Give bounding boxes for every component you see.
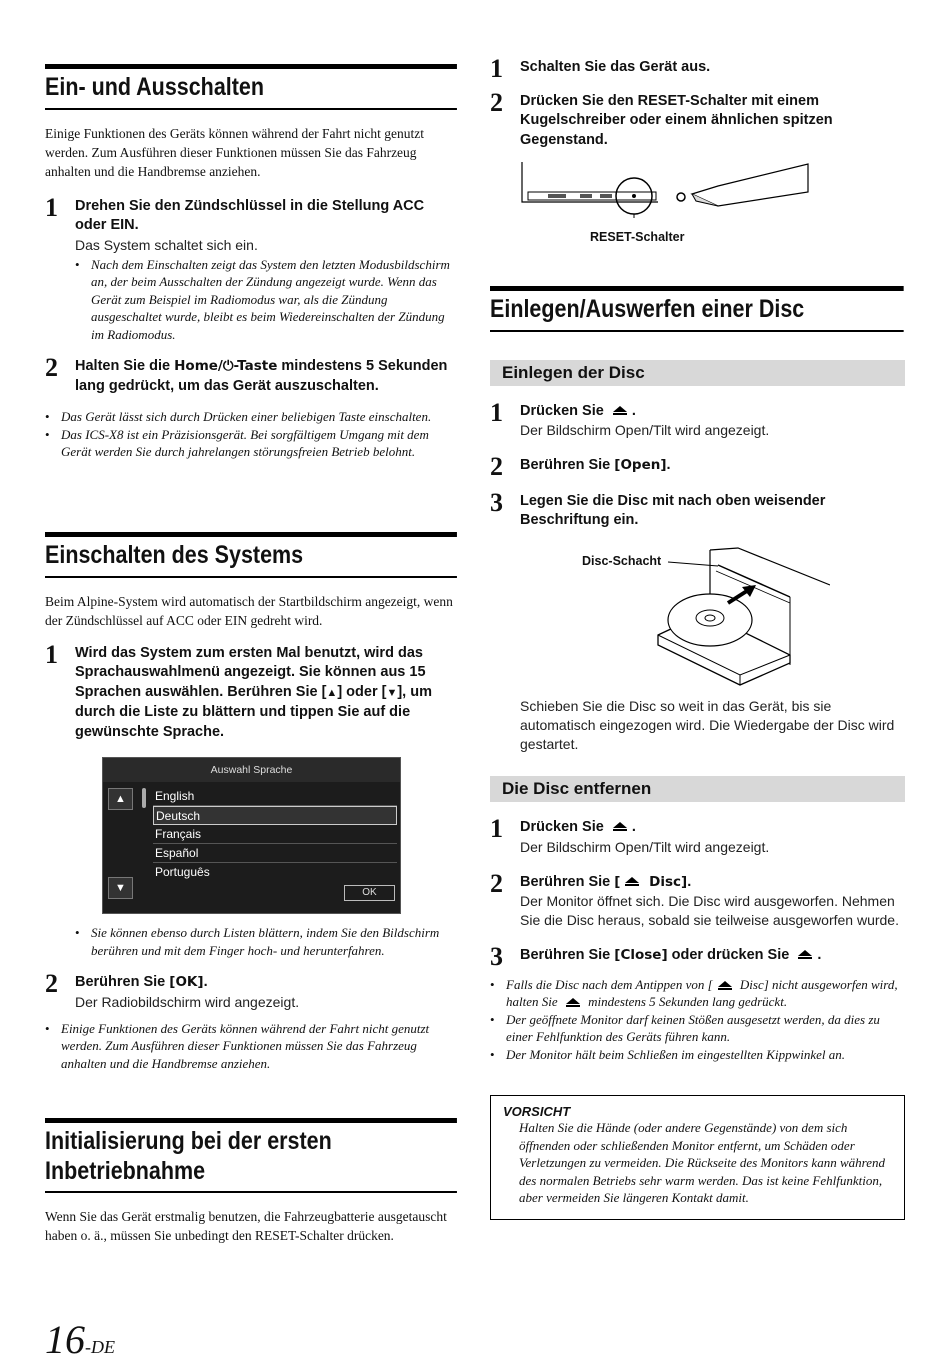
subhead-einlegen: Einlegen der Disc — [490, 360, 905, 386]
eject-icon — [716, 981, 734, 991]
step-2 — [45, 353, 458, 396]
section-title: Einschalten des Systems — [45, 532, 457, 578]
step-title: Drücken Sie . — [520, 819, 636, 835]
subhead-entfernen: Die Disc entfernen — [490, 776, 905, 802]
reset-switch-illustration — [518, 158, 813, 218]
section-title: Einlegen/Auswerfen einer Disc — [490, 286, 904, 332]
eject-icon — [623, 877, 641, 887]
intro-text: Beim Alpine-System wird automatisch der Startbildschirm angezeigt, wenn der Zündschlüssel auf ACC oder EIN gedreht wird. — [45, 593, 453, 628]
intro-text: Einige Funktionen des Geräts können während der Fahrt nicht genutzt werden. Zum Ausführen dieser Funktionen müssen Sie das Fahrzeug anhalten und die Handbremse anziehen. — [45, 125, 425, 179]
step-sub: Der Radiobildschirm wird angezeigt. — [75, 993, 300, 1010]
close-key-label: [Close] — [614, 947, 668, 963]
screen-header: Auswahl Sprache — [103, 758, 400, 782]
eject-icon — [611, 406, 629, 416]
page-number: 16-DE — [45, 1317, 115, 1362]
down-arrow-icon: ▼ — [386, 686, 398, 699]
step-3 — [490, 487, 905, 531]
step-number: 2 — [45, 353, 58, 382]
step-title: Berühren Sie [Open]. — [520, 457, 671, 473]
section-title: Ein- und Ausschalten — [45, 64, 457, 110]
caution-box — [490, 1095, 905, 1220]
reset-label: RESET-Schalter — [590, 230, 685, 244]
open-key-label: [Open] — [614, 457, 667, 473]
step-title: Drehen Sie den Zündschlüssel in die Stellung ACC oder EIN. — [75, 197, 425, 233]
step-2 — [490, 868, 905, 931]
scroll-buttons — [108, 786, 133, 904]
step-title: Halten Sie die Home/⏻-Taste mindestens 5 Sekunden lang gedrückt, um das Gerät auszuschalten. — [75, 358, 448, 394]
step-3 — [490, 942, 905, 971]
scroll-down-button[interactable]: ▼ — [108, 877, 133, 899]
step-number: 1 — [45, 192, 58, 222]
step-2 — [490, 452, 905, 481]
step-2 — [490, 87, 905, 151]
note-bullet: • Sie können ebenso durch Listen blättern, indem Sie den Bildschirm berühren und mit dem Finger hoch- und herunterfahren. — [75, 924, 458, 959]
step-2 — [45, 969, 458, 1012]
section-einschalten-system — [45, 532, 458, 742]
step-title: Drücken Sie den RESET-Schalter mit einem Kugelschreiber oder einem ähnlichen spitzen Gegenstand. — [520, 92, 833, 148]
remove-notes — [490, 976, 905, 1064]
notes — [45, 408, 458, 461]
step-number: 2 — [490, 87, 503, 117]
step-sub: Der Bildschirm Open/Tilt wird angezeigt. — [520, 838, 770, 855]
step-1 — [45, 192, 458, 344]
language-item[interactable]: English — [153, 787, 397, 806]
step-title: Berühren Sie [Close] oder drücken Sie . — [520, 947, 822, 963]
eject-icon — [564, 998, 582, 1008]
language-item-selected[interactable]: Deutsch — [153, 806, 397, 825]
note-bullet: • Einige Funktionen des Geräts können während der Fahrt nicht genutzt werden. Zum Ausführen dieser Funktionen müssen Sie das Fahrzeug anhalten und die Handbremse anziehen. — [45, 1020, 458, 1073]
note-bullet: • Das ICS-X8 ist ein Präzisionsgerät. Bei sorgfältigem Umgang mit dem Gerät werden Sie durch jahrelangen störungsfreien Betrieb belohnt. — [45, 426, 458, 461]
language-item[interactable]: Français — [153, 825, 397, 844]
step-1 — [490, 397, 905, 441]
step-number: 1 — [45, 639, 58, 669]
step-number: 2 — [490, 452, 503, 481]
caution-title: VORSICHT — [503, 1104, 571, 1119]
home-key-label: Home/⏻-Taste — [174, 358, 278, 374]
step-sub: Das System schaltet sich ein. — [75, 236, 258, 253]
ok-key-label: [OK] — [169, 974, 204, 990]
language-selection-screen — [102, 757, 401, 914]
insert-note: Schieben Sie die Disc so weit in das Gerät, bis sie automatisch eingezogen wird. Die Wiedergabe der Disc wird gestartet. — [520, 698, 895, 752]
intro-text: Wenn Sie das Gerät erstmalig benutzen, die Fahrzeugbatterie ausgetauscht haben o. ä., müssen Sie unbedingt den RESET-Schalter drücken. — [45, 1209, 447, 1243]
section-einschalten-cont — [45, 924, 458, 1072]
up-arrow-icon: ▲ — [326, 686, 338, 699]
step-number: 1 — [490, 814, 503, 843]
step-number: 2 — [45, 969, 58, 998]
step-title: Berühren Sie [OK]. — [75, 974, 208, 990]
language-item[interactable]: Português — [155, 865, 210, 879]
note-bullet: • Der geöffnete Monitor darf keinen Stößen ausgesetzt werden, da dies zu einer Fehlfunktion des Geräts führen kann. — [490, 1011, 905, 1046]
step-title: Berühren Sie [ Disc]. — [520, 873, 692, 890]
eject-icon — [611, 822, 629, 832]
scroll-up-button[interactable]: ▲ — [108, 788, 133, 810]
scrollbar[interactable] — [142, 788, 146, 808]
step-1 — [490, 54, 905, 83]
step-title: Drücken Sie . — [520, 402, 636, 419]
language-item[interactable]: Español — [153, 844, 397, 863]
disc-slot-label: Disc-Schacht — [582, 554, 662, 568]
step-number: 2 — [490, 868, 503, 898]
section-disc-remove — [490, 776, 905, 1063]
note-bullet: • Das Gerät lässt sich durch Drücken einer beliebigen Taste einschalten. — [45, 408, 458, 426]
step-sub: Der Bildschirm Open/Tilt wird angezeigt. — [520, 422, 770, 438]
eject-icon — [796, 950, 814, 960]
disc-note — [490, 697, 905, 754]
ok-button[interactable]: OK — [344, 885, 395, 901]
section-title: Initialisierung bei der ersten Inbetriebnahme — [45, 1118, 457, 1193]
section-initialisierung — [45, 1118, 458, 1245]
step-sub: Der Monitor öffnet sich. Die Disc wird ausgeworfen. Nehmen Sie die Disc heraus, sobald sie teilweise ausgeworfen wurde. — [520, 893, 899, 928]
note-bullet: • Der Monitor hält beim Schließen im eingestellten Kippwinkel an. — [490, 1046, 905, 1064]
step-number: 3 — [490, 942, 503, 971]
step-title: Wird das System zum ersten Mal benutzt, wird das Sprachauswahlmenü angezeigt. Sie können aus 15 Sprachen auswählen. Berühren Sie [▲] oder [▼], um durch die Liste zu blättern und tippen Sie auf die gewünschte Sprache. — [75, 644, 432, 740]
disc-insert-illustration — [650, 545, 830, 690]
step-title: Legen Sie die Disc mit nach oben weisender Beschriftung ein. — [520, 492, 826, 528]
note-bullet: • Nach dem Einschalten zeigt das System den letzten Modusbildschirm an, der beim Ausschalten der Zündung angezeigt wurde. Wenn das Gerät zum Beispiel im Radiomodus war, als die Zündung ausgeschaltet wurde, bleibt es beim Wiedereinschalten der Zündung im Radiomodus. — [75, 256, 458, 344]
section-disc — [490, 286, 905, 531]
reset-steps — [490, 54, 905, 150]
step-1 — [45, 639, 458, 743]
step-number: 3 — [490, 487, 503, 517]
caution-text: Halten Sie die Hände (oder andere Gegenstände) von dem sich öffnenden oder schließenden Monitor entfernt, um Schäden oder Verletzungen zu vermeiden. Die Rückseite des Monitors kann während des normalen Betriebs sehr warm werden. Das ist keine Fehlfunktion, aber vermeiden Sie längeren Kontakt damit. — [519, 1120, 885, 1205]
step-number: 1 — [490, 54, 503, 83]
section-ein-ausschalten — [45, 64, 458, 461]
step-1 — [490, 814, 905, 857]
step-title: Schalten Sie das Gerät aus. — [520, 59, 711, 75]
note-bullet: • Falls die Disc nach dem Antippen von [ Disc] nicht ausgeworfen wird, halten Sie mindestens 5 Sekunden lang gedrückt. — [490, 976, 905, 1011]
step-number: 1 — [490, 397, 503, 427]
